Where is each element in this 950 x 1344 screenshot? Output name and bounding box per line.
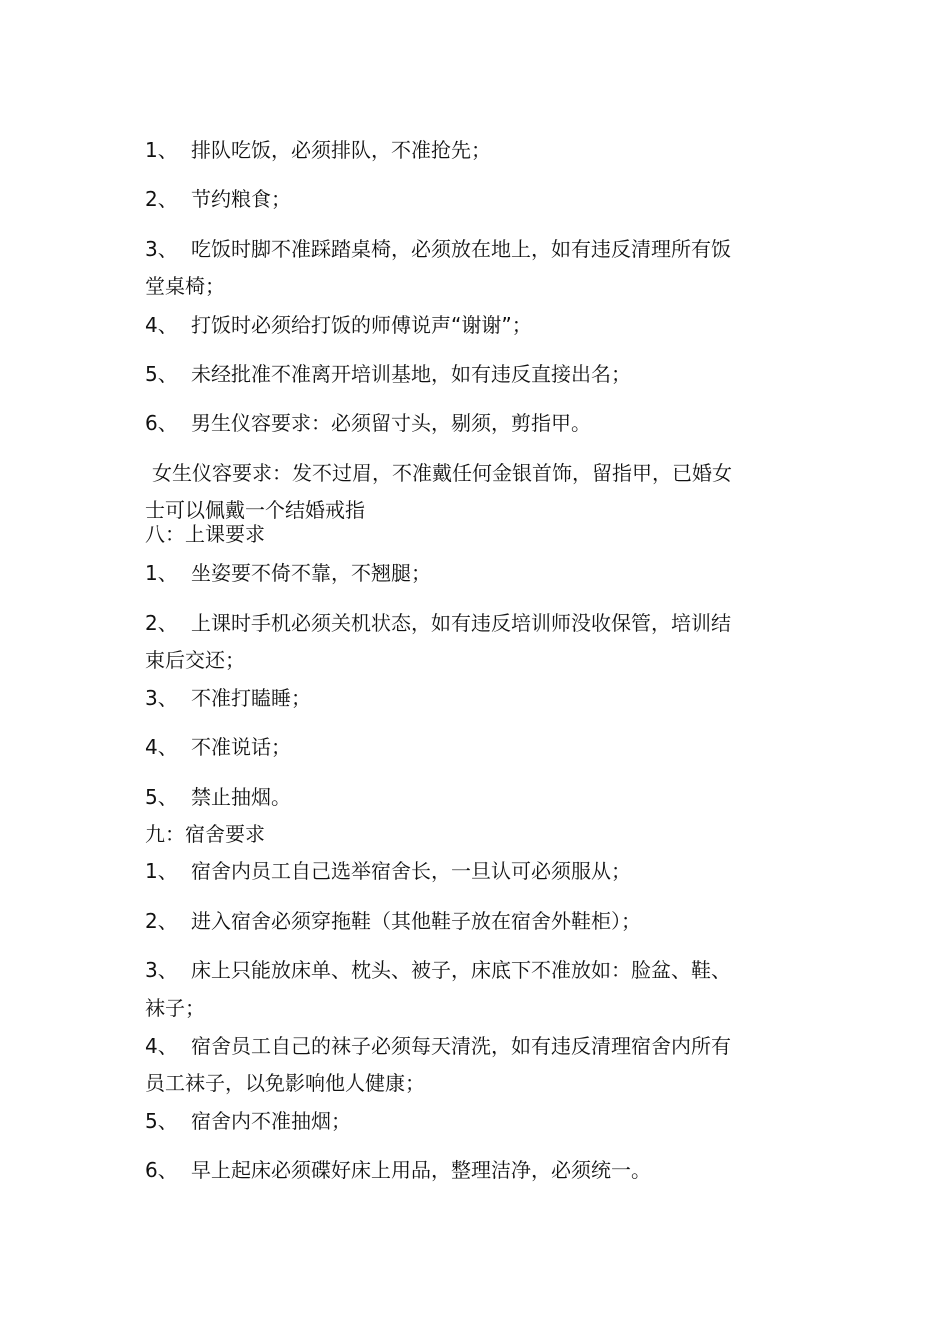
rule-line	[145, 859, 805, 883]
rule-line	[145, 411, 805, 435]
item-number: 1、	[145, 859, 178, 883]
item-number: 3、	[145, 958, 178, 982]
item-text: 排队吃饭，必须排队，不准抢先；	[191, 138, 491, 162]
rule-line	[145, 785, 805, 809]
item-text: 束后交还；	[145, 648, 245, 672]
item-text: 不准说话；	[191, 735, 291, 759]
item-number: 5、	[145, 362, 178, 386]
item-text: 禁止抽烟。	[191, 785, 291, 809]
rule-line	[145, 1109, 805, 1133]
item-number: 1、	[145, 138, 178, 162]
item-text: 男生仪容要求：必须留寸头，剔须，剪指甲。	[191, 411, 591, 435]
paragraph-line	[152, 461, 812, 485]
rule-line-continuation	[145, 1071, 805, 1095]
item-number: 5、	[145, 1109, 178, 1133]
item-number: 3、	[145, 686, 178, 710]
rule-line-continuation	[145, 996, 805, 1020]
item-text: 打饭时必须给打饭的师傅说声“谢谢”；	[191, 313, 532, 337]
item-text: 宿舍员工自己的袜子必须每天清洗，如有违反清理宿舍内所有	[191, 1034, 731, 1058]
item-text: 袜子；	[145, 996, 205, 1020]
rule-line	[145, 611, 805, 635]
paragraph-text: 士可以佩戴一个结婚戒指	[145, 498, 365, 522]
rule-line	[145, 958, 805, 982]
paragraph-text: 女生仪容要求：发不过眉，不准戴任何金银首饰，留指甲，已婚女	[152, 461, 732, 485]
item-text: 宿舍内不准抽烟；	[191, 1109, 351, 1133]
item-number: 5、	[145, 785, 178, 809]
rule-line	[145, 138, 805, 162]
rule-line	[145, 1158, 805, 1182]
item-number: 2、	[145, 909, 178, 933]
paragraph-line	[145, 498, 805, 522]
item-number: 1、	[145, 561, 178, 585]
rule-line	[145, 1034, 805, 1058]
rule-line	[145, 237, 805, 261]
item-text: 坐姿要不倚不靠，不翘腿；	[191, 561, 431, 585]
rule-line	[145, 735, 805, 759]
item-number: 6、	[145, 411, 178, 435]
rule-line-continuation	[145, 274, 805, 298]
item-number: 4、	[145, 735, 178, 759]
section-heading-text: 八：上课要求	[145, 522, 265, 546]
item-number: 2、	[145, 187, 178, 211]
item-number: 4、	[145, 313, 178, 337]
rule-line	[145, 909, 805, 933]
rule-line	[145, 187, 805, 211]
item-number: 6、	[145, 1158, 178, 1182]
item-text: 早上起床必须碟好床上用品，整理洁净，必须统一。	[191, 1158, 651, 1182]
item-number: 3、	[145, 237, 178, 261]
item-number: 2、	[145, 611, 178, 635]
item-number: 4、	[145, 1034, 178, 1058]
item-text: 宿舍内员工自己选举宿舍长，一旦认可必须服从；	[191, 859, 631, 883]
item-text: 节约粮食；	[191, 187, 291, 211]
item-text: 未经批准不准离开培训基地，如有违反直接出名；	[191, 362, 631, 386]
rule-line-continuation	[145, 648, 805, 672]
section-heading	[145, 822, 805, 846]
item-text: 员工袜子，以免影响他人健康；	[145, 1071, 425, 1095]
item-text: 上课时手机必须关机状态，如有违反培训师没收保管，培训结	[191, 611, 731, 635]
item-text: 进入宿舍必须穿拖鞋（其他鞋子放在宿舍外鞋柜）；	[191, 909, 641, 933]
rule-line	[145, 362, 805, 386]
section-heading	[145, 522, 805, 546]
item-text: 不准打瞌睡；	[191, 686, 311, 710]
item-text: 堂桌椅；	[145, 274, 225, 298]
item-text: 床上只能放床单、枕头、被子，床底下不准放如：脸盆、鞋、	[191, 958, 731, 982]
section-heading-text: 九：宿舍要求	[145, 822, 265, 846]
rule-line	[145, 313, 805, 337]
rule-line	[145, 561, 805, 585]
item-text: 吃饭时脚不准踩踏桌椅，必须放在地上，如有违反清理所有饭	[191, 237, 731, 261]
rule-line	[145, 686, 805, 710]
